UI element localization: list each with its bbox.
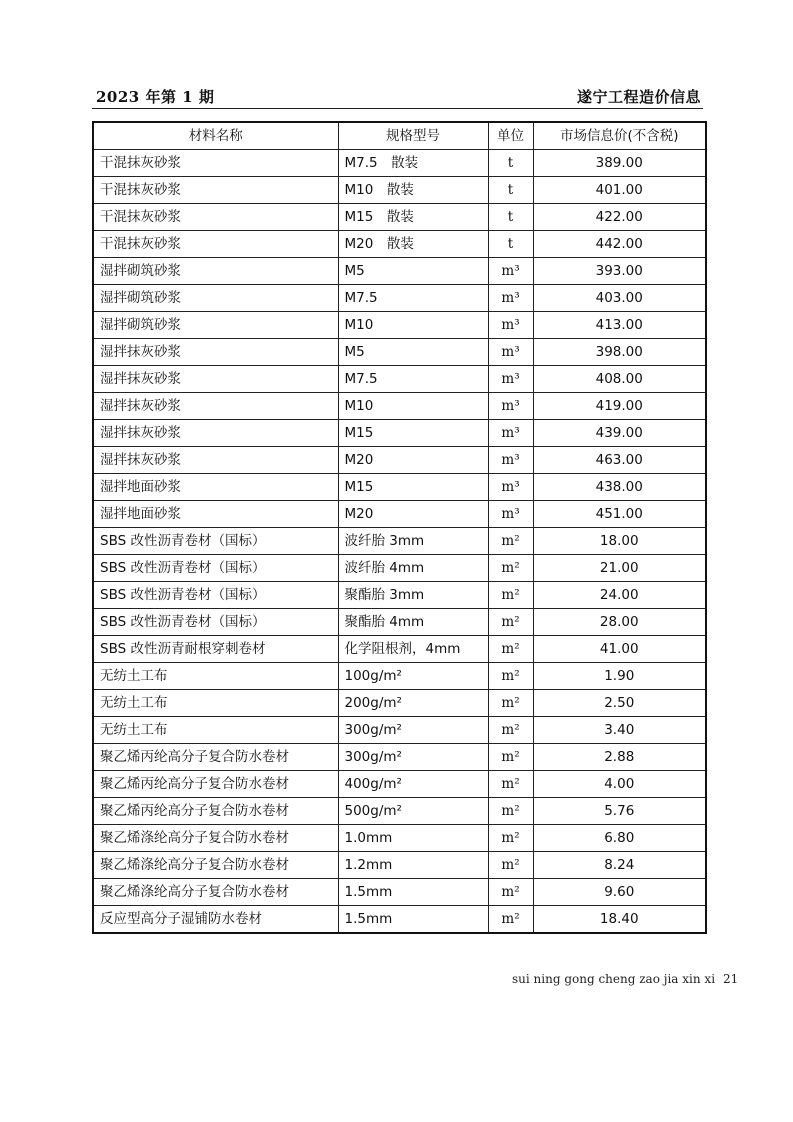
cell-name: 湿拌抹灰砂浆	[93, 447, 338, 474]
column-header-price: 市场信息价(不含税)	[533, 122, 706, 150]
cell-unit: m²	[488, 771, 533, 798]
cell-spec: M20	[338, 501, 488, 528]
cell-unit: m³	[488, 285, 533, 312]
table-row	[93, 204, 706, 231]
cell-price: 24.00	[533, 582, 706, 609]
table-row	[93, 852, 706, 879]
footer-pinyin: sui ning gong cheng zao jia xin xi	[512, 972, 716, 986]
cell-unit: t	[488, 204, 533, 231]
table-row	[93, 339, 706, 366]
publication-title: 遂宁工程造价信息	[576, 88, 701, 106]
table-row	[93, 582, 706, 609]
cell-spec: 300g/m²	[338, 717, 488, 744]
cell-price: 4.00	[533, 771, 706, 798]
cell-name: 无纺土工布	[93, 717, 338, 744]
cell-name: 聚乙烯涤纶高分子复合防水卷材	[93, 879, 338, 906]
cell-name: 湿拌地面砂浆	[93, 501, 338, 528]
cell-name: 湿拌抹灰砂浆	[93, 393, 338, 420]
cell-spec: 400g/m²	[338, 771, 488, 798]
table-row	[93, 798, 706, 825]
cell-name: 聚乙烯丙纶高分子复合防水卷材	[93, 744, 338, 771]
cell-unit: m²	[488, 609, 533, 636]
cell-unit: m³	[488, 339, 533, 366]
table-row	[93, 663, 706, 690]
cell-spec: M10	[338, 393, 488, 420]
page-footer	[512, 972, 738, 986]
cell-price: 41.00	[533, 636, 706, 663]
table-row	[93, 420, 706, 447]
cell-name: 湿拌地面砂浆	[93, 474, 338, 501]
cell-price: 2.50	[533, 690, 706, 717]
cell-price: 2.88	[533, 744, 706, 771]
cell-name: 湿拌砌筑砂浆	[93, 312, 338, 339]
table-row	[93, 501, 706, 528]
cell-unit: m²	[488, 717, 533, 744]
cell-spec: M7.5	[338, 285, 488, 312]
cell-spec: 1.0mm	[338, 825, 488, 852]
cell-name: SBS 改性沥青卷材（国标）	[93, 555, 338, 582]
table-row	[93, 690, 706, 717]
table-row	[93, 258, 706, 285]
cell-spec: M20 散装	[338, 231, 488, 258]
cell-name: 湿拌抹灰砂浆	[93, 339, 338, 366]
cell-name: 反应型高分子湿铺防水卷材	[93, 906, 338, 934]
cell-spec: 1.2mm	[338, 852, 488, 879]
cell-spec: M15	[338, 420, 488, 447]
cell-name: SBS 改性沥青耐根穿刺卷材	[93, 636, 338, 663]
cell-spec: M15 散装	[338, 204, 488, 231]
cell-price: 422.00	[533, 204, 706, 231]
cell-unit: m²	[488, 879, 533, 906]
cell-price: 401.00	[533, 177, 706, 204]
table-header-row	[93, 122, 706, 150]
cell-name: 无纺土工布	[93, 663, 338, 690]
table-row	[93, 771, 706, 798]
cell-name: 干混抹灰砂浆	[93, 177, 338, 204]
cell-spec: M7.5	[338, 366, 488, 393]
table-row	[93, 609, 706, 636]
table-row	[93, 906, 706, 934]
cell-price: 419.00	[533, 393, 706, 420]
cell-price: 403.00	[533, 285, 706, 312]
cell-price: 18.40	[533, 906, 706, 934]
cell-price: 393.00	[533, 258, 706, 285]
cell-name: SBS 改性沥青卷材（国标）	[93, 528, 338, 555]
table-row	[93, 150, 706, 177]
cell-unit: m²	[488, 663, 533, 690]
table-row	[93, 636, 706, 663]
table-row	[93, 447, 706, 474]
table-row	[93, 474, 706, 501]
table-row	[93, 393, 706, 420]
cell-name: 湿拌砌筑砂浆	[93, 258, 338, 285]
cell-name: 聚乙烯涤纶高分子复合防水卷材	[93, 852, 338, 879]
cell-unit: m²	[488, 744, 533, 771]
cell-spec: 1.5mm	[338, 906, 488, 934]
cell-spec: 200g/m²	[338, 690, 488, 717]
cell-name: 湿拌抹灰砂浆	[93, 420, 338, 447]
cell-name: SBS 改性沥青卷材（国标）	[93, 609, 338, 636]
column-header-unit: 单位	[488, 122, 533, 150]
cell-price: 5.76	[533, 798, 706, 825]
cell-unit: m³	[488, 420, 533, 447]
cell-price: 9.60	[533, 879, 706, 906]
cell-unit: m³	[488, 447, 533, 474]
cell-name: 湿拌砌筑砂浆	[93, 285, 338, 312]
cell-name: 干混抹灰砂浆	[93, 204, 338, 231]
cell-price: 28.00	[533, 609, 706, 636]
cell-price: 451.00	[533, 501, 706, 528]
cell-spec: M7.5 散装	[338, 150, 488, 177]
cell-unit: m²	[488, 528, 533, 555]
cell-unit: m³	[488, 393, 533, 420]
cell-unit: m³	[488, 258, 533, 285]
issue-label: 2023 年第 1 期	[96, 88, 215, 106]
price-table	[92, 121, 707, 934]
table-row	[93, 744, 706, 771]
cell-spec: M15	[338, 474, 488, 501]
cell-unit: t	[488, 177, 533, 204]
cell-price: 18.00	[533, 528, 706, 555]
cell-price: 463.00	[533, 447, 706, 474]
cell-unit: m²	[488, 582, 533, 609]
cell-spec: 聚酯胎 4mm	[338, 609, 488, 636]
cell-price: 398.00	[533, 339, 706, 366]
cell-price: 8.24	[533, 852, 706, 879]
table-row	[93, 825, 706, 852]
cell-unit: t	[488, 150, 533, 177]
cell-spec: M5	[338, 258, 488, 285]
cell-spec: 化学阻根剂，4mm	[338, 636, 488, 663]
table-row	[93, 555, 706, 582]
cell-price: 1.90	[533, 663, 706, 690]
cell-price: 3.40	[533, 717, 706, 744]
cell-name: 无纺土工布	[93, 690, 338, 717]
cell-name: 聚乙烯丙纶高分子复合防水卷材	[93, 771, 338, 798]
cell-spec: 100g/m²	[338, 663, 488, 690]
cell-spec: M10	[338, 312, 488, 339]
table-row	[93, 312, 706, 339]
cell-price: 413.00	[533, 312, 706, 339]
cell-unit: m³	[488, 312, 533, 339]
cell-name: 干混抹灰砂浆	[93, 231, 338, 258]
cell-name: 聚乙烯涤纶高分子复合防水卷材	[93, 825, 338, 852]
cell-unit: m³	[488, 501, 533, 528]
cell-unit: m²	[488, 825, 533, 852]
cell-unit: m²	[488, 636, 533, 663]
cell-unit: m²	[488, 906, 533, 934]
column-header-spec: 规格型号	[338, 122, 488, 150]
cell-name: 湿拌抹灰砂浆	[93, 366, 338, 393]
table-row	[93, 231, 706, 258]
table-row	[93, 717, 706, 744]
cell-name: SBS 改性沥青卷材（国标）	[93, 582, 338, 609]
table-row	[93, 285, 706, 312]
page-number: 21	[723, 972, 739, 986]
table-row	[93, 528, 706, 555]
table-row	[93, 366, 706, 393]
cell-price: 438.00	[533, 474, 706, 501]
cell-unit: m²	[488, 555, 533, 582]
header-divider	[92, 108, 703, 109]
cell-unit: m²	[488, 690, 533, 717]
cell-price: 6.80	[533, 825, 706, 852]
cell-spec: 500g/m²	[338, 798, 488, 825]
cell-spec: 1.5mm	[338, 879, 488, 906]
cell-spec: M10 散装	[338, 177, 488, 204]
cell-spec: M5	[338, 339, 488, 366]
column-header-name: 材料名称	[93, 122, 338, 150]
cell-price: 21.00	[533, 555, 706, 582]
cell-spec: 300g/m²	[338, 744, 488, 771]
cell-spec: 波纤胎 4mm	[338, 555, 488, 582]
cell-price: 439.00	[533, 420, 706, 447]
cell-unit: m³	[488, 474, 533, 501]
cell-price: 389.00	[533, 150, 706, 177]
cell-spec: M20	[338, 447, 488, 474]
cell-unit: m³	[488, 366, 533, 393]
cell-price: 442.00	[533, 231, 706, 258]
cell-name: 聚乙烯丙纶高分子复合防水卷材	[93, 798, 338, 825]
cell-unit: t	[488, 231, 533, 258]
cell-price: 408.00	[533, 366, 706, 393]
cell-spec: 聚酯胎 3mm	[338, 582, 488, 609]
table-row	[93, 879, 706, 906]
cell-unit: m²	[488, 798, 533, 825]
cell-unit: m²	[488, 852, 533, 879]
table-row	[93, 177, 706, 204]
cell-name: 干混抹灰砂浆	[93, 150, 338, 177]
cell-spec: 波纤胎 3mm	[338, 528, 488, 555]
